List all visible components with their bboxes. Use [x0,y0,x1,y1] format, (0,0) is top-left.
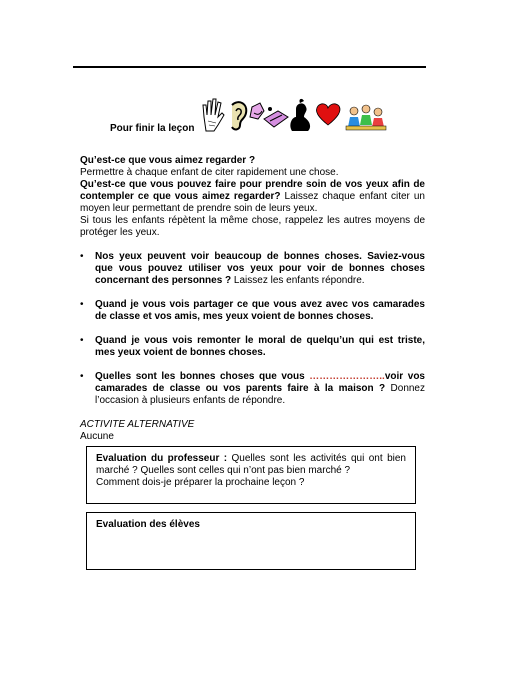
alternative-activity-title: ACTIVITE ALTERNATIVE [80,419,195,430]
bullet-4-text: Donnez l’occasion à plusieurs enfants de répondre. [95,383,425,406]
heart-icon [316,104,340,125]
bullet-4-dots: ………………….. [309,371,385,382]
bullet-4-bold-a: Quelles sont les bonnes choses que vous [95,371,310,382]
alternative-activity-text: Aucune [80,431,114,442]
teacher-evaluation-line [96,453,406,477]
eye-icon [264,107,288,127]
list-item [80,335,425,359]
bullet-1-bold: Nos yeux peuvent voir beaucoup de bonnes choses. Saviez-vous que vous pouvez utiliser vos yeux pour voir de bonnes choses concernant des personnes ? [95,251,425,286]
ear-icon [232,102,246,129]
question-1-text: Permettre à chaque enfant de citer rapidement une chose. [80,167,339,178]
bullet-3-bold: Quand je vous vois remonter le moral de quelqu’un qui est triste, mes yeux voient de bonnes choses. [95,335,425,358]
lesson-content [80,155,425,443]
question-2-title: Qu’est-ce que vous pouvez faire pour prendre soin de vos yeux afin de contempler ce que vous aimez regarder? [80,179,425,202]
teacher-evaluation-box [86,446,416,504]
question-1-title: Qu’est-ce que vous aimez regarder ? [80,155,256,166]
bullet-list [80,251,425,407]
bullet-4-bold-b: voir vos camarades de classe ou vos parents faire à la maison ? [95,371,425,394]
list-item [80,371,425,407]
section-heading: Pour finir la leçon [110,123,195,134]
question-2-text: Laissez chaque enfant citer un moyen leur permettant de prendre soin de leurs yeux. [80,191,425,214]
bullet-1-text: Laissez les enfants répondre. [231,275,365,286]
student-evaluation-label: Evaluation des élèves [96,519,200,530]
nose-icon [250,103,264,119]
senses-icons [200,95,390,135]
children-group-icon [346,105,386,130]
teacher-evaluation-text-2: Comment dois-je préparer la prochaine leçon ? [96,477,305,488]
top-rule [73,66,426,68]
dog-icon [290,99,310,131]
list-item [80,251,425,287]
teacher-evaluation-label: Evaluation du professeur : [96,453,228,464]
list-item [80,299,425,323]
hand-icon [203,99,224,131]
bullet-2-bold: Quand je vous vois partager ce que vous avez avec vos camarades de classe et vos amis, mes yeux voient de bonnes choses. [95,299,425,322]
question-2-note: Si tous les enfants répètent la même chose, rappelez les autres moyens de protéger les yeux. [80,215,425,238]
student-evaluation-box [86,512,416,570]
question-2 [80,179,425,215]
teacher-evaluation-text: Quelles sont les activités qui ont bien marché ? Quelles sont celles qui n’ont pas bien marché ? [96,453,406,476]
